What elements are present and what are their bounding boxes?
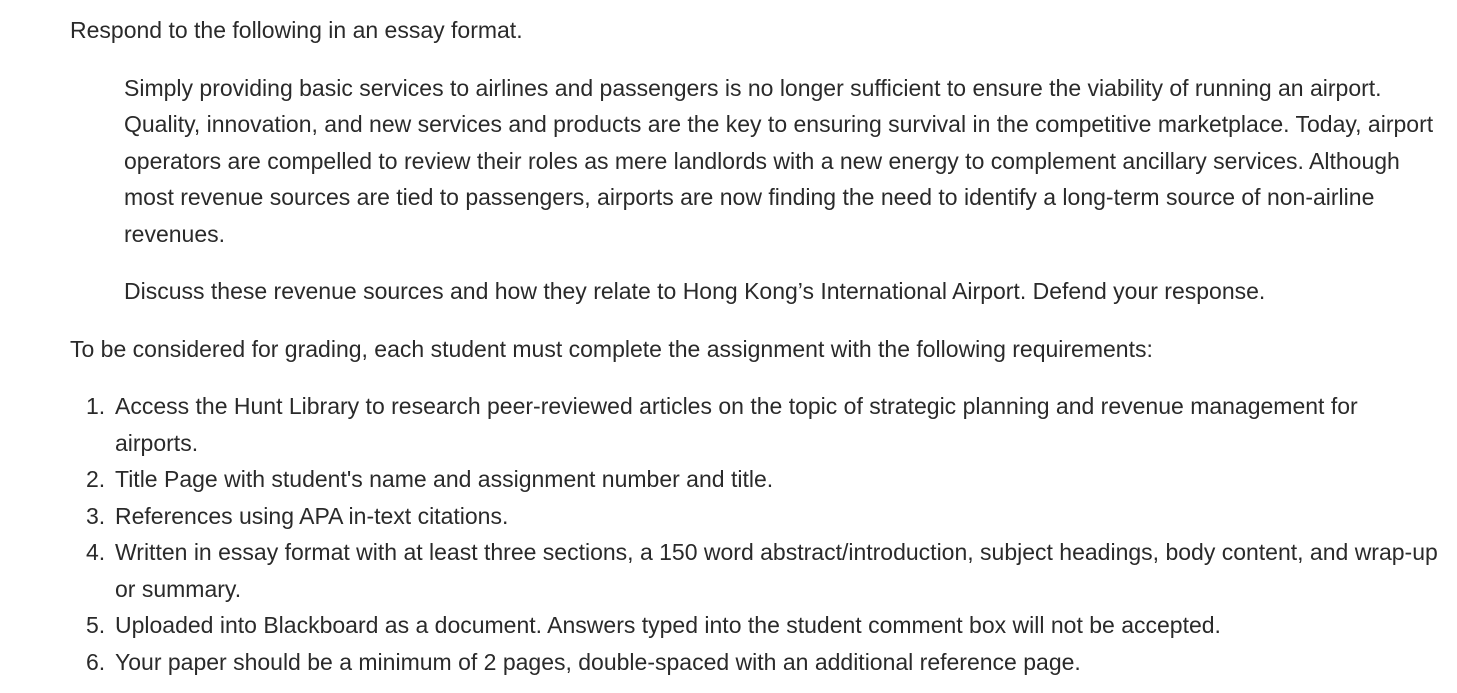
requirement-item	[70, 534, 1440, 607]
requirements-list	[70, 388, 1440, 680]
requirement-number: 6.	[86, 648, 106, 675]
prompt-paragraph-1: Simply providing basic services to airlines and passengers is no longer sufficient to ensure the viability of running an airport. Quality, innovation, and new services and products are the key to ensuring survival in the competitive marketplace. Today, airport operators are compelled to review their roles as mere landlords with a new energy to complement ancillary services. Although most revenue sources are tied to passengers, airports are now finding the need to identify a long-term source of non-airline revenues.	[124, 74, 1434, 247]
requirement-text: Title Page with student's name and assignment number and title.	[115, 466, 774, 492]
requirement-text: Uploaded into Blackboard as a document. Answers typed into the student comment box will not be accepted.	[115, 612, 1221, 638]
requirements-intro: To be considered for grading, each student must complete the assignment with the following requirements:	[70, 335, 1153, 362]
requirement-item	[70, 644, 1440, 681]
requirement-number: 2.	[86, 466, 106, 492]
requirement-text: References using APA in-text citations.	[115, 502, 509, 529]
requirement-text: Written in essay format with at least three sections, a 150 word abstract/introduction, subject headings, body content, and wrap-up or summary.	[115, 539, 1438, 602]
requirement-text: Access the Hunt Library to research peer-reviewed articles on the topic of strategic planning and revenue management for airports.	[115, 393, 1358, 456]
requirement-item	[70, 461, 1440, 498]
requirement-number: 5.	[86, 612, 106, 638]
intro-text: Respond to the following in an essay format.	[70, 17, 523, 43]
prompt-block	[124, 70, 1440, 310]
requirement-item	[70, 388, 1440, 461]
assignment-content	[70, 12, 1440, 680]
requirement-item	[70, 498, 1440, 535]
requirement-item	[70, 607, 1440, 644]
requirement-number: 3.	[86, 502, 106, 529]
prompt-paragraph-2: Discuss these revenue sources and how they relate to Hong Kong’s International Airport. Defend your response.	[124, 278, 1266, 304]
requirement-text: Your paper should be a minimum of 2 pages, double-spaced with an additional reference page.	[115, 648, 1081, 675]
requirement-number: 4.	[86, 539, 106, 565]
requirement-number: 1.	[86, 393, 106, 419]
